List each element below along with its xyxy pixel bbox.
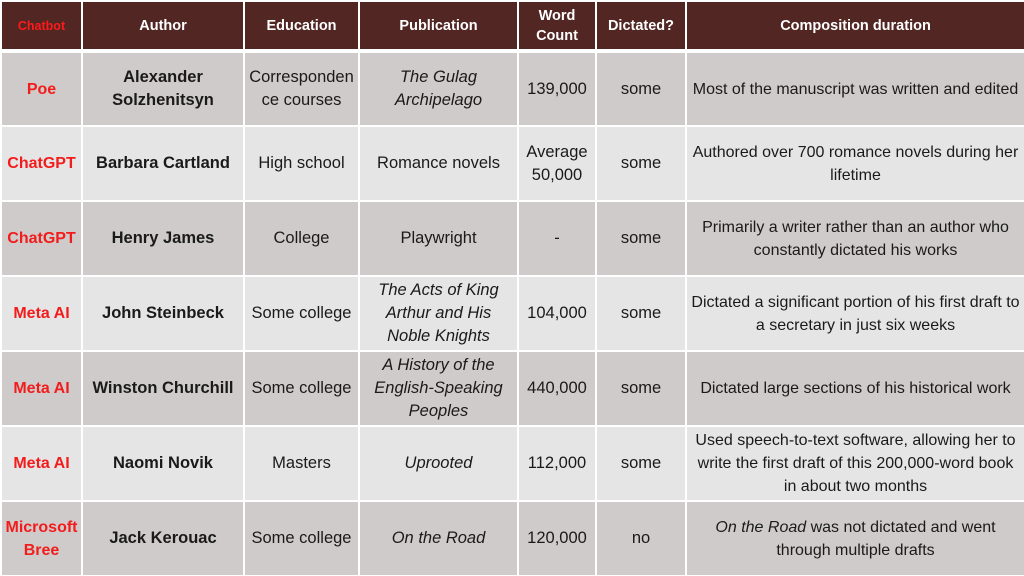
dictated-cell: no	[596, 501, 686, 576]
table-row	[1, 126, 1024, 201]
dictated-cell: some	[596, 51, 686, 126]
publication-cell: Playwright	[359, 201, 518, 276]
word-count-cell: -	[518, 201, 596, 276]
education-cell: College	[244, 201, 359, 276]
composition-duration-cell	[686, 501, 1024, 576]
word-count-cell: 120,000	[518, 501, 596, 576]
dictated-cell: some	[596, 126, 686, 201]
table-row	[1, 276, 1024, 351]
composition-duration-cell	[686, 126, 1024, 201]
table-row	[1, 201, 1024, 276]
chatbot-cell: Meta AI	[1, 351, 82, 426]
word-count-cell: 139,000	[518, 51, 596, 126]
composition-text: Dictated a significant portion of his first draft to a secretary in just six weeks	[691, 293, 1020, 334]
composition-title: On the Road	[715, 518, 807, 536]
education-cell: Correspondence courses	[244, 51, 359, 126]
dictated-cell: some	[596, 426, 686, 501]
publication-cell: A History of the English-Speaking Peoples	[359, 351, 518, 426]
header-chatbot: Chatbot	[1, 1, 82, 51]
author-cell: Barbara Cartland	[82, 126, 244, 201]
composition-duration-cell	[686, 276, 1024, 351]
word-count-cell: 112,000	[518, 426, 596, 501]
table-row	[1, 51, 1024, 126]
word-count-cell: 440,000	[518, 351, 596, 426]
publication-cell: The Gulag Archipelago	[359, 51, 518, 126]
education-cell: Masters	[244, 426, 359, 501]
education-cell: High school	[244, 126, 359, 201]
word-count-cell: 104,000	[518, 276, 596, 351]
chatbot-cell: Meta AI	[1, 426, 82, 501]
header-publication: Publication	[359, 1, 518, 51]
chatbot-cell: Microsoft Bree	[1, 501, 82, 576]
publication-cell: Romance novels	[359, 126, 518, 201]
author-cell: Henry James	[82, 201, 244, 276]
composition-duration-cell	[686, 426, 1024, 501]
dictated-cell: some	[596, 351, 686, 426]
chatbot-cell: ChatGPT	[1, 126, 82, 201]
header-composition-duration: Composition duration	[686, 1, 1024, 51]
composition-text: Used speech-to-text software, allowing her to write the first draft of this 200,000-word book in about two months	[695, 432, 1016, 495]
publication-cell: The Acts of King Arthur and His Noble Knights	[359, 276, 518, 351]
author-cell: Winston Churchill	[82, 351, 244, 426]
author-cell: John Steinbeck	[82, 276, 244, 351]
education-cell: Some college	[244, 351, 359, 426]
chatbot-cell: Meta AI	[1, 276, 82, 351]
header-dictated: Dictated?	[596, 1, 686, 51]
author-cell: Alexander Solzhenitsyn	[82, 51, 244, 126]
table-row	[1, 351, 1024, 426]
author-cell: Naomi Novik	[82, 426, 244, 501]
header-word-count: Word Count	[518, 1, 596, 51]
composition-text: Authored over 700 romance novels during her lifetime	[692, 143, 1019, 184]
dictated-cell: some	[596, 276, 686, 351]
education-cell: Some college	[244, 276, 359, 351]
header-education: Education	[244, 1, 359, 51]
publication-cell: On the Road	[359, 501, 518, 576]
chatbot-cell: ChatGPT	[1, 201, 82, 276]
composition-text: Most of the manuscript was written and edited	[692, 80, 1019, 98]
table-row	[1, 426, 1024, 501]
composition-duration-cell	[686, 351, 1024, 426]
header-row	[1, 1, 1024, 51]
composition-text: Primarily a writer rather than an author who constantly dictated his works	[702, 218, 1009, 259]
publication-cell: Uprooted	[359, 426, 518, 501]
composition-duration-cell	[686, 51, 1024, 126]
table-row	[1, 501, 1024, 576]
word-count-cell: Average 50,000	[518, 126, 596, 201]
chatbot-cell: Poe	[1, 51, 82, 126]
header-author: Author	[82, 1, 244, 51]
dictated-cell: some	[596, 201, 686, 276]
composition-text: was not dictated and went through multiple drafts	[776, 518, 996, 559]
composition-duration-cell	[686, 201, 1024, 276]
author-cell: Jack Kerouac	[82, 501, 244, 576]
education-cell: Some college	[244, 501, 359, 576]
composition-text: Dictated large sections of his historical work	[700, 380, 1011, 397]
